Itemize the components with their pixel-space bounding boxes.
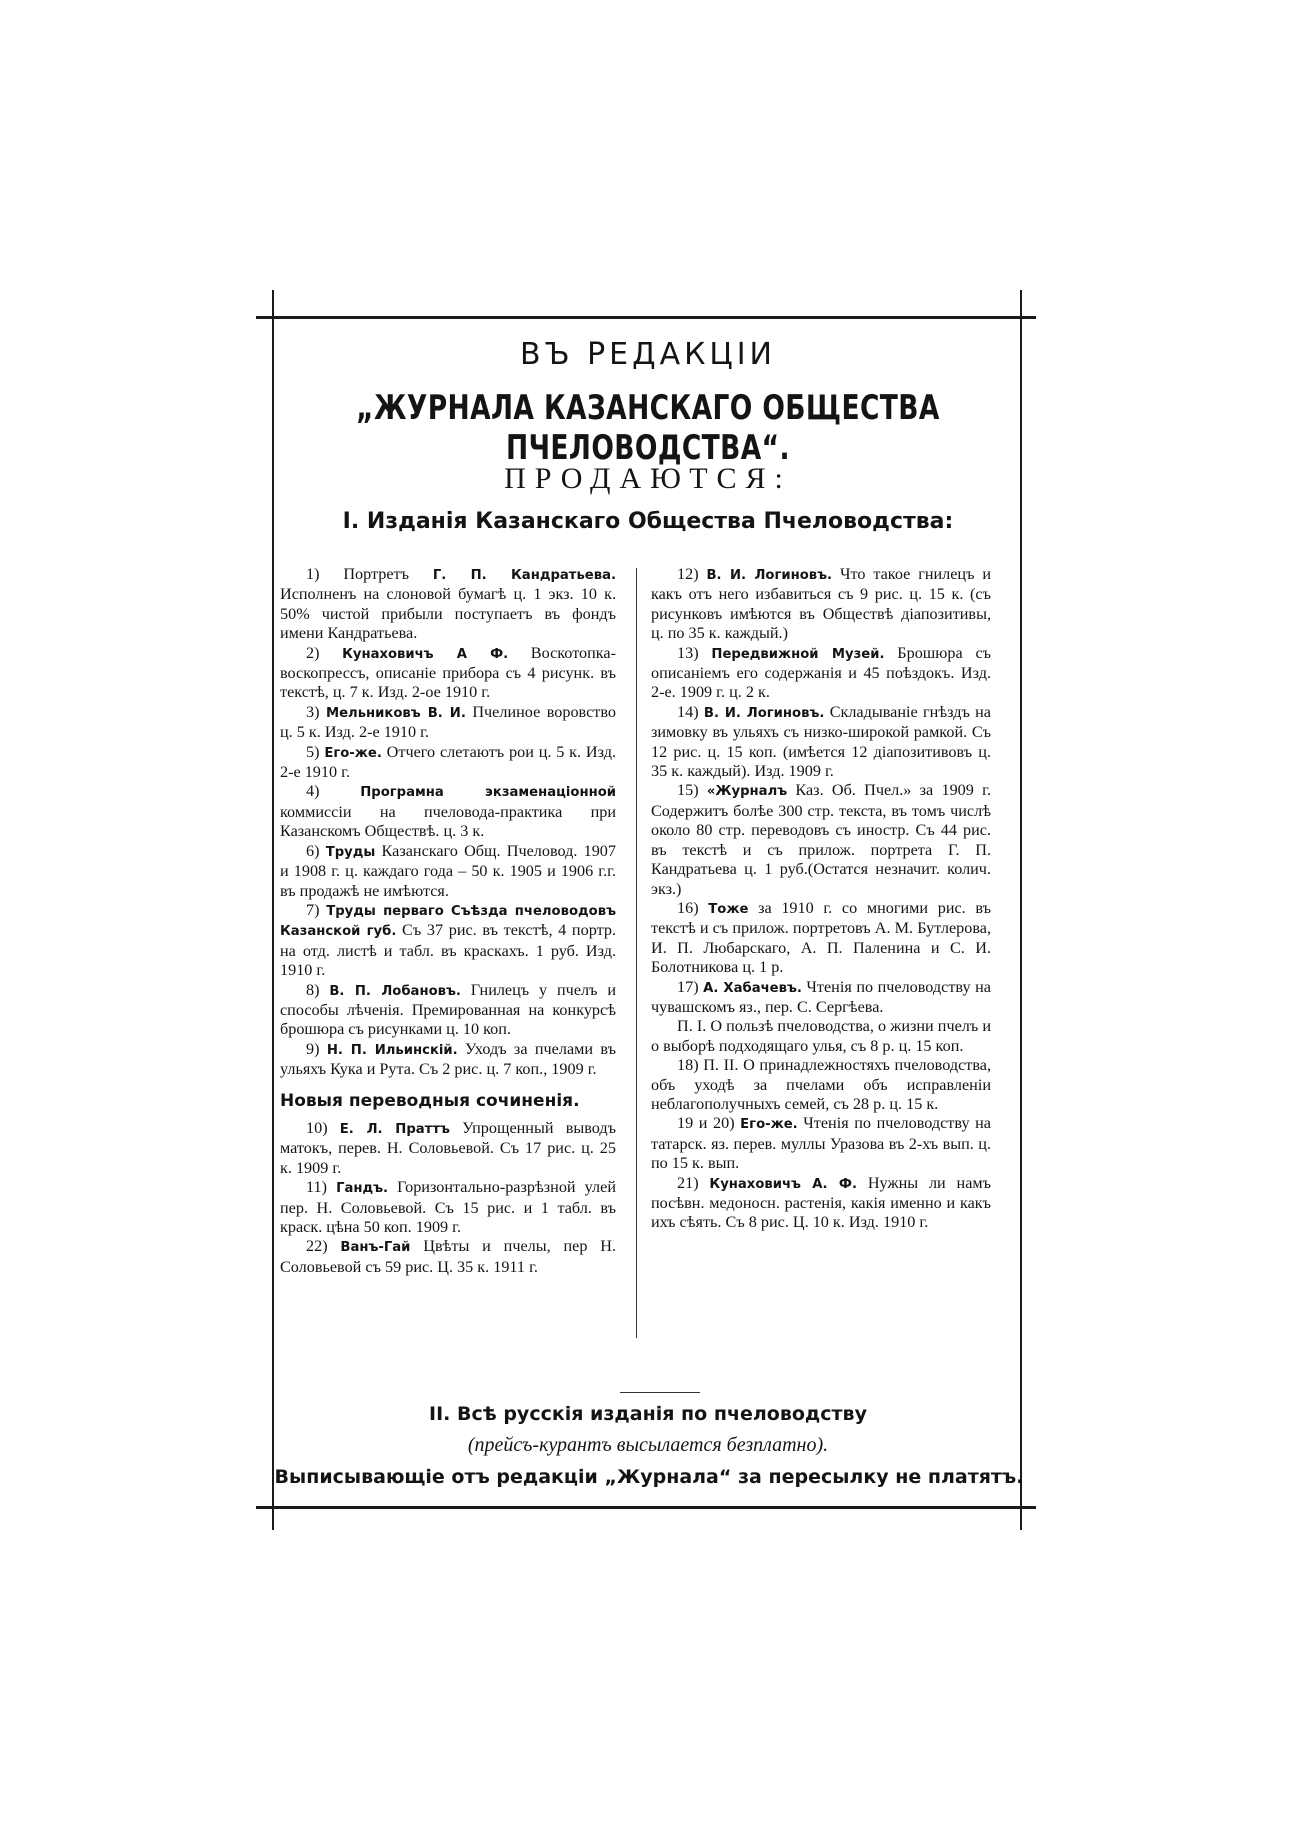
item-text: 16) bbox=[677, 898, 709, 917]
item-author: Програмна экзаменаціонной bbox=[360, 785, 616, 801]
catalog-item bbox=[280, 782, 616, 841]
item-text: 6) bbox=[306, 841, 326, 860]
item-author: Г. П. Кандратьева. bbox=[432, 568, 616, 583]
item-author: Кунаховичъ А. Ф. bbox=[709, 1176, 857, 1192]
catalog-item bbox=[280, 842, 616, 901]
section-2-heading: II. Всѣ русскія изданія по пчеловодству bbox=[429, 1403, 867, 1425]
item-author: В. И. Логиновъ. bbox=[706, 568, 833, 583]
item-text: 4) bbox=[306, 782, 361, 801]
catalog-item bbox=[651, 1114, 991, 1173]
item-text: Чтенія по пчеловодству на татарск. яз. перев. муллы Уразова въ 2-хъ вып. ц. по 15 к. вып. bbox=[651, 1114, 991, 1173]
catalog-item bbox=[651, 781, 991, 898]
item-text: Складываніе гнѣздъ на зимовку въ ульяхъ съ низко-широкой рамкой. Съ 12 рис. ц. 15 коп. (имѣется 12 діапозитивовъ ц. 35 к. каждый). Изд. 1909 г. bbox=[651, 702, 991, 781]
item-author: Н. П. Ильинскій. bbox=[326, 1042, 458, 1058]
catalog-item bbox=[280, 981, 616, 1040]
shipping-note: Выписывающіе отъ редакціи „Журнала“ за пересылку не платятъ. bbox=[274, 1466, 1024, 1488]
item-text: 10) bbox=[306, 1118, 340, 1137]
item-text: 21) bbox=[677, 1173, 710, 1192]
left-column bbox=[280, 565, 616, 1277]
item-text: Воскотопка-воскопрессъ, описаніе прибора съ 4 рисунк. въ текстѣ, ц. 7 к. Изд. 2-ое 1910 г. bbox=[280, 643, 617, 702]
item-text: 9) bbox=[306, 1039, 327, 1058]
item-text: Пчелиное воровство ц. 5 к. Изд. 2-е 1910 г. bbox=[280, 702, 616, 742]
item-text: Упрощенный выводъ матокъ, перев. Н. Соловьевой. Съ 17 рис. ц. 25 к. 1909 г. bbox=[280, 1118, 616, 1177]
item-text: 3) bbox=[306, 702, 326, 721]
item-text: 11) bbox=[306, 1178, 337, 1197]
item-text: 14) bbox=[677, 702, 704, 721]
catalog-item bbox=[651, 978, 991, 1018]
catalog-item bbox=[280, 743, 616, 783]
item-text: 1) Портретъ bbox=[306, 565, 433, 583]
item-author: Ванъ-Гай bbox=[340, 1240, 411, 1256]
catalog-item bbox=[280, 1237, 616, 1277]
catalog-item bbox=[651, 703, 991, 782]
item-text: 5) bbox=[306, 742, 325, 761]
header-line-1: ВЪ РЕДАКЦІИ bbox=[520, 337, 776, 372]
catalog-item bbox=[651, 899, 991, 978]
column-divider bbox=[636, 568, 637, 1338]
item-author: Мельниковъ В. И. bbox=[325, 705, 466, 721]
item-text: 2) bbox=[306, 643, 343, 662]
item-text: Нужны ли намъ посѣвн. медоносн. растенія, какія именно и какъ ихъ сѣять. Съ 8 рис. Ц. 10 к. Изд. 1910 г. bbox=[651, 1173, 992, 1232]
item-text: 18) П. II. О принадлежностяхъ пчеловодства, объ уходѣ за пчелами объ исправленіи неблагополучныхъ семей, съ 28 р. ц. 15 к. bbox=[651, 1056, 991, 1113]
item-text: 19 и 20) bbox=[677, 1114, 741, 1133]
catalog-item bbox=[651, 644, 991, 703]
catalog-item bbox=[651, 1174, 991, 1233]
top-border bbox=[256, 316, 1036, 319]
item-text: Гнилецъ у пчелъ и способы лѣченія. Премированная на конкурсѣ брошюра съ рисунками ц. 10 коп. bbox=[280, 980, 616, 1039]
catalog-item bbox=[280, 1040, 616, 1080]
item-text: 13) bbox=[677, 643, 712, 662]
section-1-heading: I. Изданія Казанскаго Общества Пчеловодства: bbox=[342, 509, 954, 534]
item-author: Его-же. bbox=[740, 1117, 798, 1133]
catalog-item bbox=[280, 1178, 616, 1237]
header-line-3: ПРОДАЮТСЯ: bbox=[504, 462, 792, 495]
catalog-item bbox=[280, 703, 616, 743]
catalog-item bbox=[651, 1017, 991, 1056]
item-author: Труды перваго Съѣзда пчеловодовъ Казанской губ. bbox=[280, 903, 616, 940]
item-author: Передвижной Музей. bbox=[711, 646, 885, 662]
item-text: Что такое гнилецъ и какъ отъ него избавиться съ 9 рис. ц. 15 к. (съ рисунковъ имѣются въ Обществѣ діапозитивы, ц. по 35 к. каждый.) bbox=[651, 565, 992, 643]
bottom-border bbox=[256, 1506, 1036, 1509]
catalog-item bbox=[651, 1056, 991, 1114]
item-text: 22) bbox=[306, 1237, 341, 1256]
item-text: Отчего слетаютъ рои ц. 5 к. Изд. 2-е 1910 г. bbox=[280, 742, 616, 782]
header-line-2: „ЖУРНАЛА КАЗАНСКАГО ОБЩЕСТВА ПЧЕЛОВОДСТВА“. bbox=[356, 388, 940, 468]
item-text: 17) bbox=[677, 977, 704, 996]
item-text: коммиссіи на пчеловода-практика при Казанскомъ Обществѣ. ц. 3 к. bbox=[280, 802, 616, 841]
item-author: Тоже bbox=[708, 901, 749, 917]
translations-subheading: Новыя переводныя сочиненія. bbox=[280, 1090, 580, 1111]
catalog-item bbox=[280, 565, 616, 644]
item-author: «Журналъ bbox=[706, 784, 788, 800]
item-author: В. И. Логиновъ. bbox=[703, 705, 825, 721]
catalog-item bbox=[280, 1119, 616, 1178]
item-author: Труды bbox=[325, 844, 376, 860]
item-text: Исполненъ на слоновой бумагѣ ц. 1 экз. 10 к. 50% чистой прибыли поступаетъ въ фондъ имени Кандратьева. bbox=[280, 585, 616, 643]
item-text: за 1910 г. со многими рис. въ текстѣ и съ прилож. портретовъ А. М. Бутлерова, И. П. Любарскаго, А. П. Паленина и С. И. Болотникова ц. 1 р. bbox=[651, 898, 992, 977]
item-text: 12) bbox=[677, 565, 707, 583]
item-author: Кунаховичъ А Ф. bbox=[342, 646, 509, 662]
item-text: Брошюра съ описаніемъ его содержанія и 45 поѣздокъ. Изд. 2-е. 1909 г. ц. 2 к. bbox=[651, 643, 991, 702]
item-text: Каз. Об. Пчел.» за 1909 г. Содержитъ болѣе 300 стр. текста, въ томъ числѣ около 80 стр. переводовъ съ иностр. Съ 44 рис. въ текстѣ и съ прилож. портрета Г. П. Кандратьева ц. 1 руб.(Остатся незначит. колич. экз.) bbox=[651, 781, 992, 898]
catalog-item bbox=[651, 565, 991, 644]
item-author: Его-же. bbox=[324, 745, 382, 761]
item-text: Чтенія по пчеловодству на чувашскомъ яз., пер. С. Сергѣева. bbox=[651, 977, 991, 1016]
separator-rule bbox=[620, 1392, 700, 1393]
item-text: Цвѣты и пчелы, пер Н. Соловьевой съ 59 рис. Ц. 35 к. 1911 г. bbox=[280, 1237, 617, 1276]
item-author: Е. Л. Праттъ bbox=[339, 1121, 450, 1137]
price-list-note: (прейсъ-курантъ высылается безплатно). bbox=[467, 1434, 829, 1456]
item-text: Уходъ за пчелами въ ульяхъ Кука и Рута. Съ 2 рис. ц. 7 коп., 1909 г. bbox=[280, 1039, 616, 1079]
item-text: Казанскаго Общ. Пчеловод. 1907 и 1908 г. ц. каждаго года – 50 к. 1905 и 1906 г.г. въ продажѣ не имѣются. bbox=[280, 841, 616, 900]
item-text: 8) bbox=[306, 980, 330, 999]
item-text: П. I. О пользѣ пчеловодства, о жизни пчелъ и о выборѣ подходящаго улья, съ 8 р. ц. 15 коп. bbox=[651, 1017, 991, 1055]
right-column bbox=[651, 565, 991, 1233]
item-text: Съ 37 рис. въ текстѣ, 4 портр. на отд. листѣ и табл. въ краскахъ. 1 руб. Изд. 1910 г. bbox=[280, 921, 616, 980]
catalog-item bbox=[280, 644, 616, 703]
item-text: 7) bbox=[306, 900, 327, 919]
item-author: А. Хабачевъ. bbox=[703, 980, 802, 996]
catalog-item bbox=[280, 901, 616, 981]
item-text: 15) bbox=[677, 781, 707, 800]
item-author: В. П. Лобановъ. bbox=[329, 983, 461, 999]
item-author: Гандъ. bbox=[336, 1181, 389, 1197]
item-text: Горизонтально-разрѣзной улей пер. Н. Соловьевой. Съ 15 рис. и 1 табл. въ краск. цѣна 50 коп. 1909 г. bbox=[280, 1178, 616, 1236]
